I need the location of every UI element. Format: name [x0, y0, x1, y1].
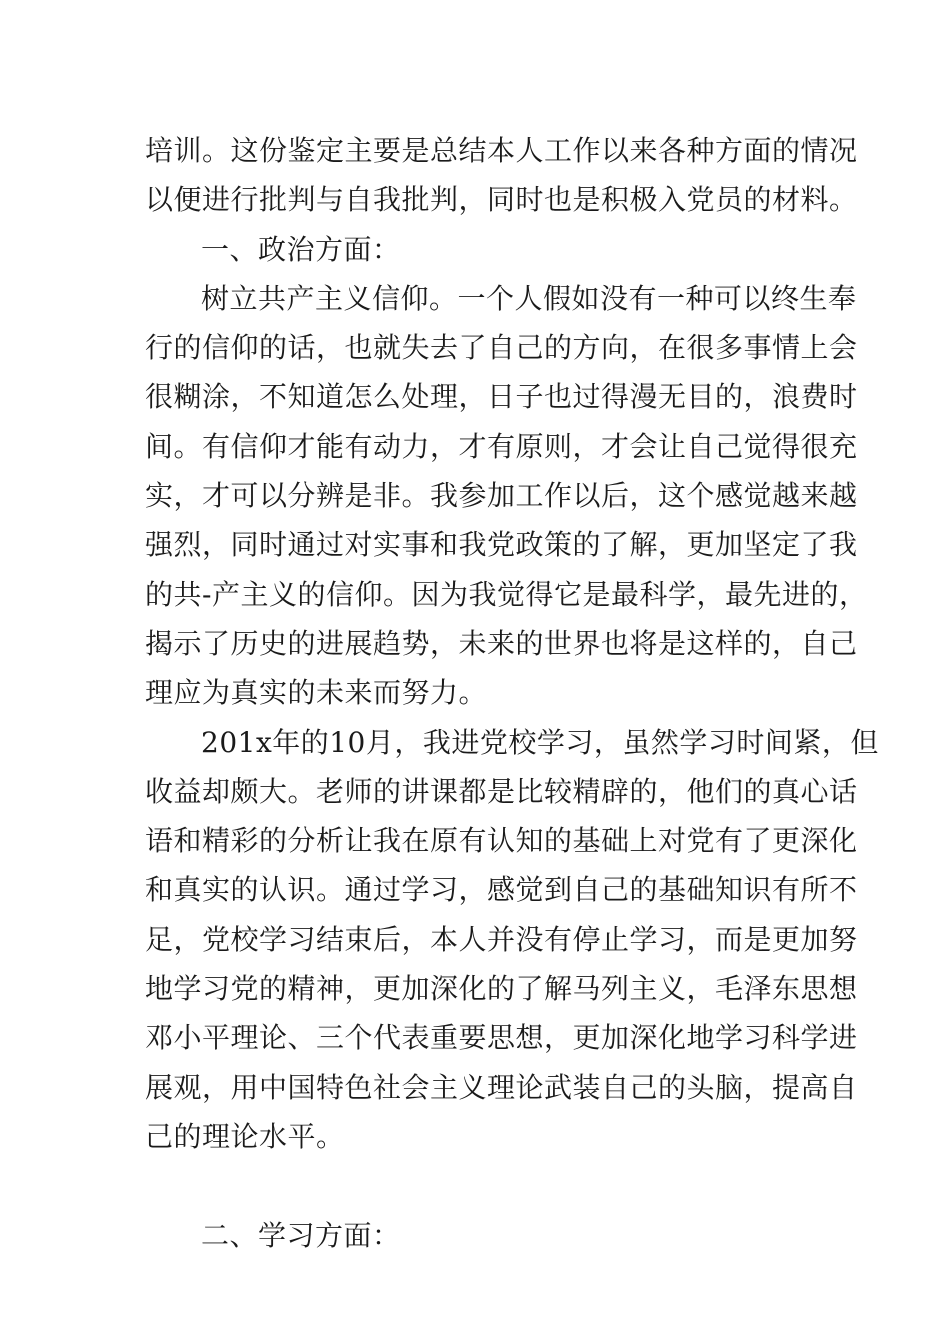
section-heading-study: 二、学习方面：	[201, 1218, 401, 1252]
text-line: 以便进行批判与自我批判，同时也是积极入党员的材料。	[145, 183, 858, 217]
text-line: 理应为真实的未来而努力。	[145, 676, 488, 710]
text-line: 收益却颇大。老师的讲课都是比较精辟的，他们的真心话	[145, 774, 858, 808]
text-line: 邓小平理论、三个代表重要思想，更加深化地学习科学进	[145, 1021, 858, 1055]
text-line: 的共-产主义的信仰。因为我觉得它是最科学，最先进的，	[145, 577, 868, 611]
text-line: 实，才可以分辨是非。我参加工作以后，这个感觉越来越	[145, 479, 858, 513]
text-line: 间。有信仰才能有动力，才有原则，才会让自己觉得很充	[145, 429, 858, 463]
text-line: 揭示了历史的进展趋势，未来的世界也将是这样的，自己	[145, 626, 858, 660]
text-line: 和真实的认识。通过学习，感觉到自己的基础知识有所不	[145, 873, 858, 907]
document-body	[145, 126, 879, 1260]
blank-line	[145, 1161, 825, 1210]
text-line: 树立共产主义信仰。一个人假如没有一种可以终生奉	[201, 281, 857, 315]
text-line: 语和精彩的分析让我在原有认知的基础上对党有了更深化	[145, 824, 858, 858]
text-line: 足，党校学习结束后，本人并没有停止学习，而是更加努	[145, 922, 858, 956]
text-line: 201x年的10月，我进党校学习，虽然学习时间紧，但	[201, 725, 879, 759]
text-line: 强烈，同时通过对实事和我党政策的了解，更加坚定了我	[145, 528, 858, 562]
section-heading-politics: 一、政治方面：	[201, 232, 401, 266]
text-line: 地学习党的精神，更加深化的了解马列主义，毛泽东思想	[145, 972, 858, 1006]
text-line: 很糊涂，不知道怎么处理，日子也过得漫无目的，浪费时	[145, 380, 858, 414]
text-line: 行的信仰的话，也就失去了自己的方向，在很多事情上会	[145, 331, 858, 365]
text-line: 展观，用中国特色社会主义理论武装自己的头脑，提高自	[145, 1070, 858, 1104]
text-line: 培训。这份鉴定主要是总结本人工作以来各种方面的情况	[145, 134, 858, 167]
text-line: 己的理论水平。	[145, 1119, 345, 1153]
